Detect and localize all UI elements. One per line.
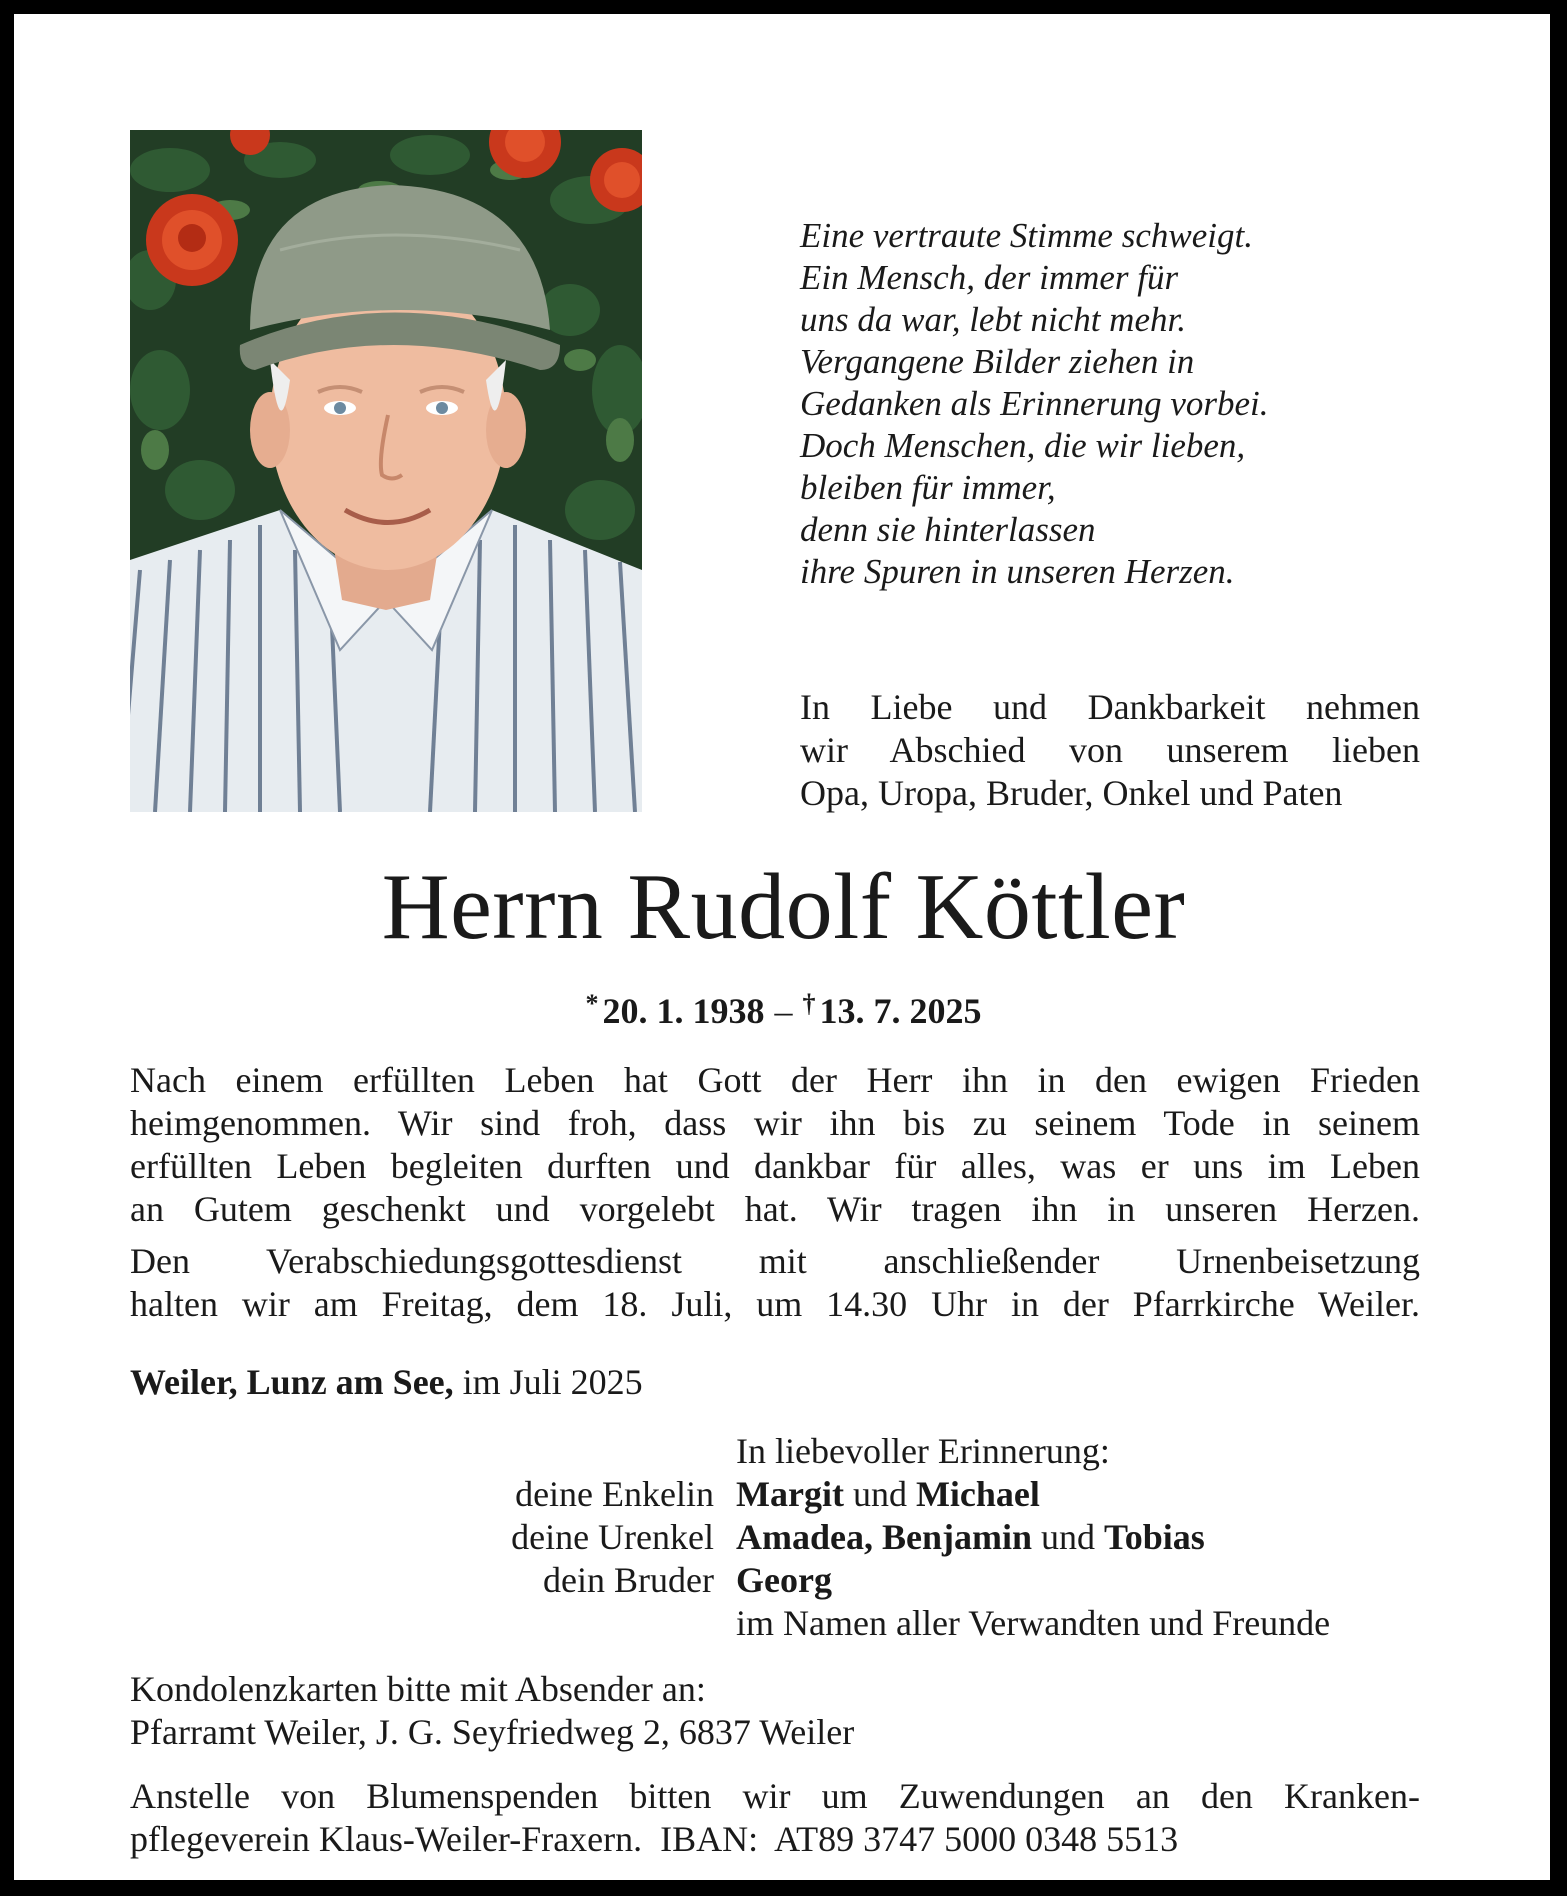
intro-line: In Liebe und Dankbarkeit nehmen <box>800 687 1420 727</box>
paragraph-line: halten wir am Freitag, dem 18. Juli, um 14.30 Uhr in der Pfarrkirche Weiler. <box>130 1284 1420 1324</box>
obituary-sheet <box>14 14 1550 1880</box>
relation-label: deine Enkelin <box>515 1474 714 1514</box>
farewell-intro <box>800 686 1420 815</box>
donation-note <box>130 1775 1450 1861</box>
deceased-name: Herrn Rudolf Köttler <box>381 855 1186 959</box>
family-name: Georg <box>736 1560 832 1600</box>
poem-line: ihre Spuren in unseren Herzen. <box>800 552 1235 591</box>
death-symbol: † <box>802 989 816 1018</box>
poem-line: bleiben für immer, <box>800 468 1056 507</box>
poem-line: Eine vertraute Stimme schweigt. <box>800 216 1253 255</box>
paragraph-line: erfüllten Leben begleiten durften und dankbar für alles, was er uns im Leben <box>130 1146 1420 1186</box>
paragraph-life <box>130 1059 1420 1231</box>
relation-label: deine Urenkel <box>511 1517 714 1557</box>
birth-date: 20. 1. 1938 <box>602 991 765 1031</box>
conjunction: und <box>852 1474 907 1514</box>
conjunction: und <box>1041 1517 1095 1557</box>
donation-line: pflegeverein Klaus-Weiler-Fraxern. IBAN: AT89 3747 5000 0348 5513 <box>130 1819 1179 1859</box>
condolence-line: Kondolenzkarten bitte mit Absender an: <box>130 1669 706 1709</box>
signature-closing: im Namen aller Verwandten und Freunde <box>736 1603 1331 1643</box>
poem-line: Ein Mensch, der immer für <box>800 258 1179 297</box>
signature-row <box>314 1559 1494 1602</box>
poem-line: Gedanken als Erinnerung vorbei. <box>800 384 1269 423</box>
paragraph-line: heimgenommen. Wir sind froh, dass wir ihn bis zu seinem Tode in seinem <box>130 1103 1420 1143</box>
signature-block <box>314 1430 1494 1645</box>
poem <box>800 215 1480 593</box>
life-dates <box>14 982 1550 1033</box>
portrait-photo <box>130 130 642 812</box>
family-name: Tobias <box>1104 1517 1205 1557</box>
poem-line: Doch Menschen, die wir lieben, <box>800 426 1246 465</box>
paragraph-line: Nach einem erfüllten Leben hat Gott der Herr ihn in den ewigen Frieden <box>130 1060 1420 1100</box>
paragraph-line: Den Verabschiedungsgottesdienst mit anschließender Urnenbeisetzung <box>130 1241 1420 1281</box>
family-name: Margit <box>736 1474 844 1514</box>
paragraph-line: an Gutem geschenkt und vorgelebt hat. Wir tragen ihn in unseren Herzen. <box>130 1189 1420 1229</box>
date-separator: – <box>774 991 793 1031</box>
intro-line: wir Abschied von unserem lieben <box>800 730 1420 770</box>
intro-line: Opa, Uropa, Bruder, Onkel und Paten <box>800 773 1343 813</box>
signature-heading: In liebevoller Erinnerung: <box>736 1431 1110 1471</box>
death-date: 13. 7. 2025 <box>819 991 982 1031</box>
poem-line: denn sie hinterlassen <box>800 510 1096 549</box>
relation-label: dein Bruder <box>543 1560 714 1600</box>
poem-line: uns da war, lebt nicht mehr. <box>800 300 1186 339</box>
signature-row <box>314 1516 1494 1559</box>
place-location: Weiler, Lunz am See, <box>130 1362 454 1402</box>
paragraph-funeral <box>130 1240 1420 1326</box>
birth-symbol: * <box>585 989 599 1018</box>
poem-line: Vergangene Bilder ziehen in <box>800 342 1195 381</box>
condolence-line: Pfarramt Weiler, J. G. Seyfriedweg 2, 6837 Weiler <box>130 1712 855 1752</box>
portrait-illustration <box>130 130 642 812</box>
signature-row <box>314 1473 1494 1516</box>
family-name: Amadea, Benjamin <box>736 1517 1032 1557</box>
place-and-date <box>130 1361 643 1404</box>
donation-line: Anstelle von Blumenspenden bitten wir um Zuwendungen an den Kranken- <box>130 1776 1420 1816</box>
family-name: Michael <box>915 1474 1040 1514</box>
condolence-note <box>130 1668 1450 1754</box>
place-date: im Juli 2025 <box>462 1362 643 1402</box>
